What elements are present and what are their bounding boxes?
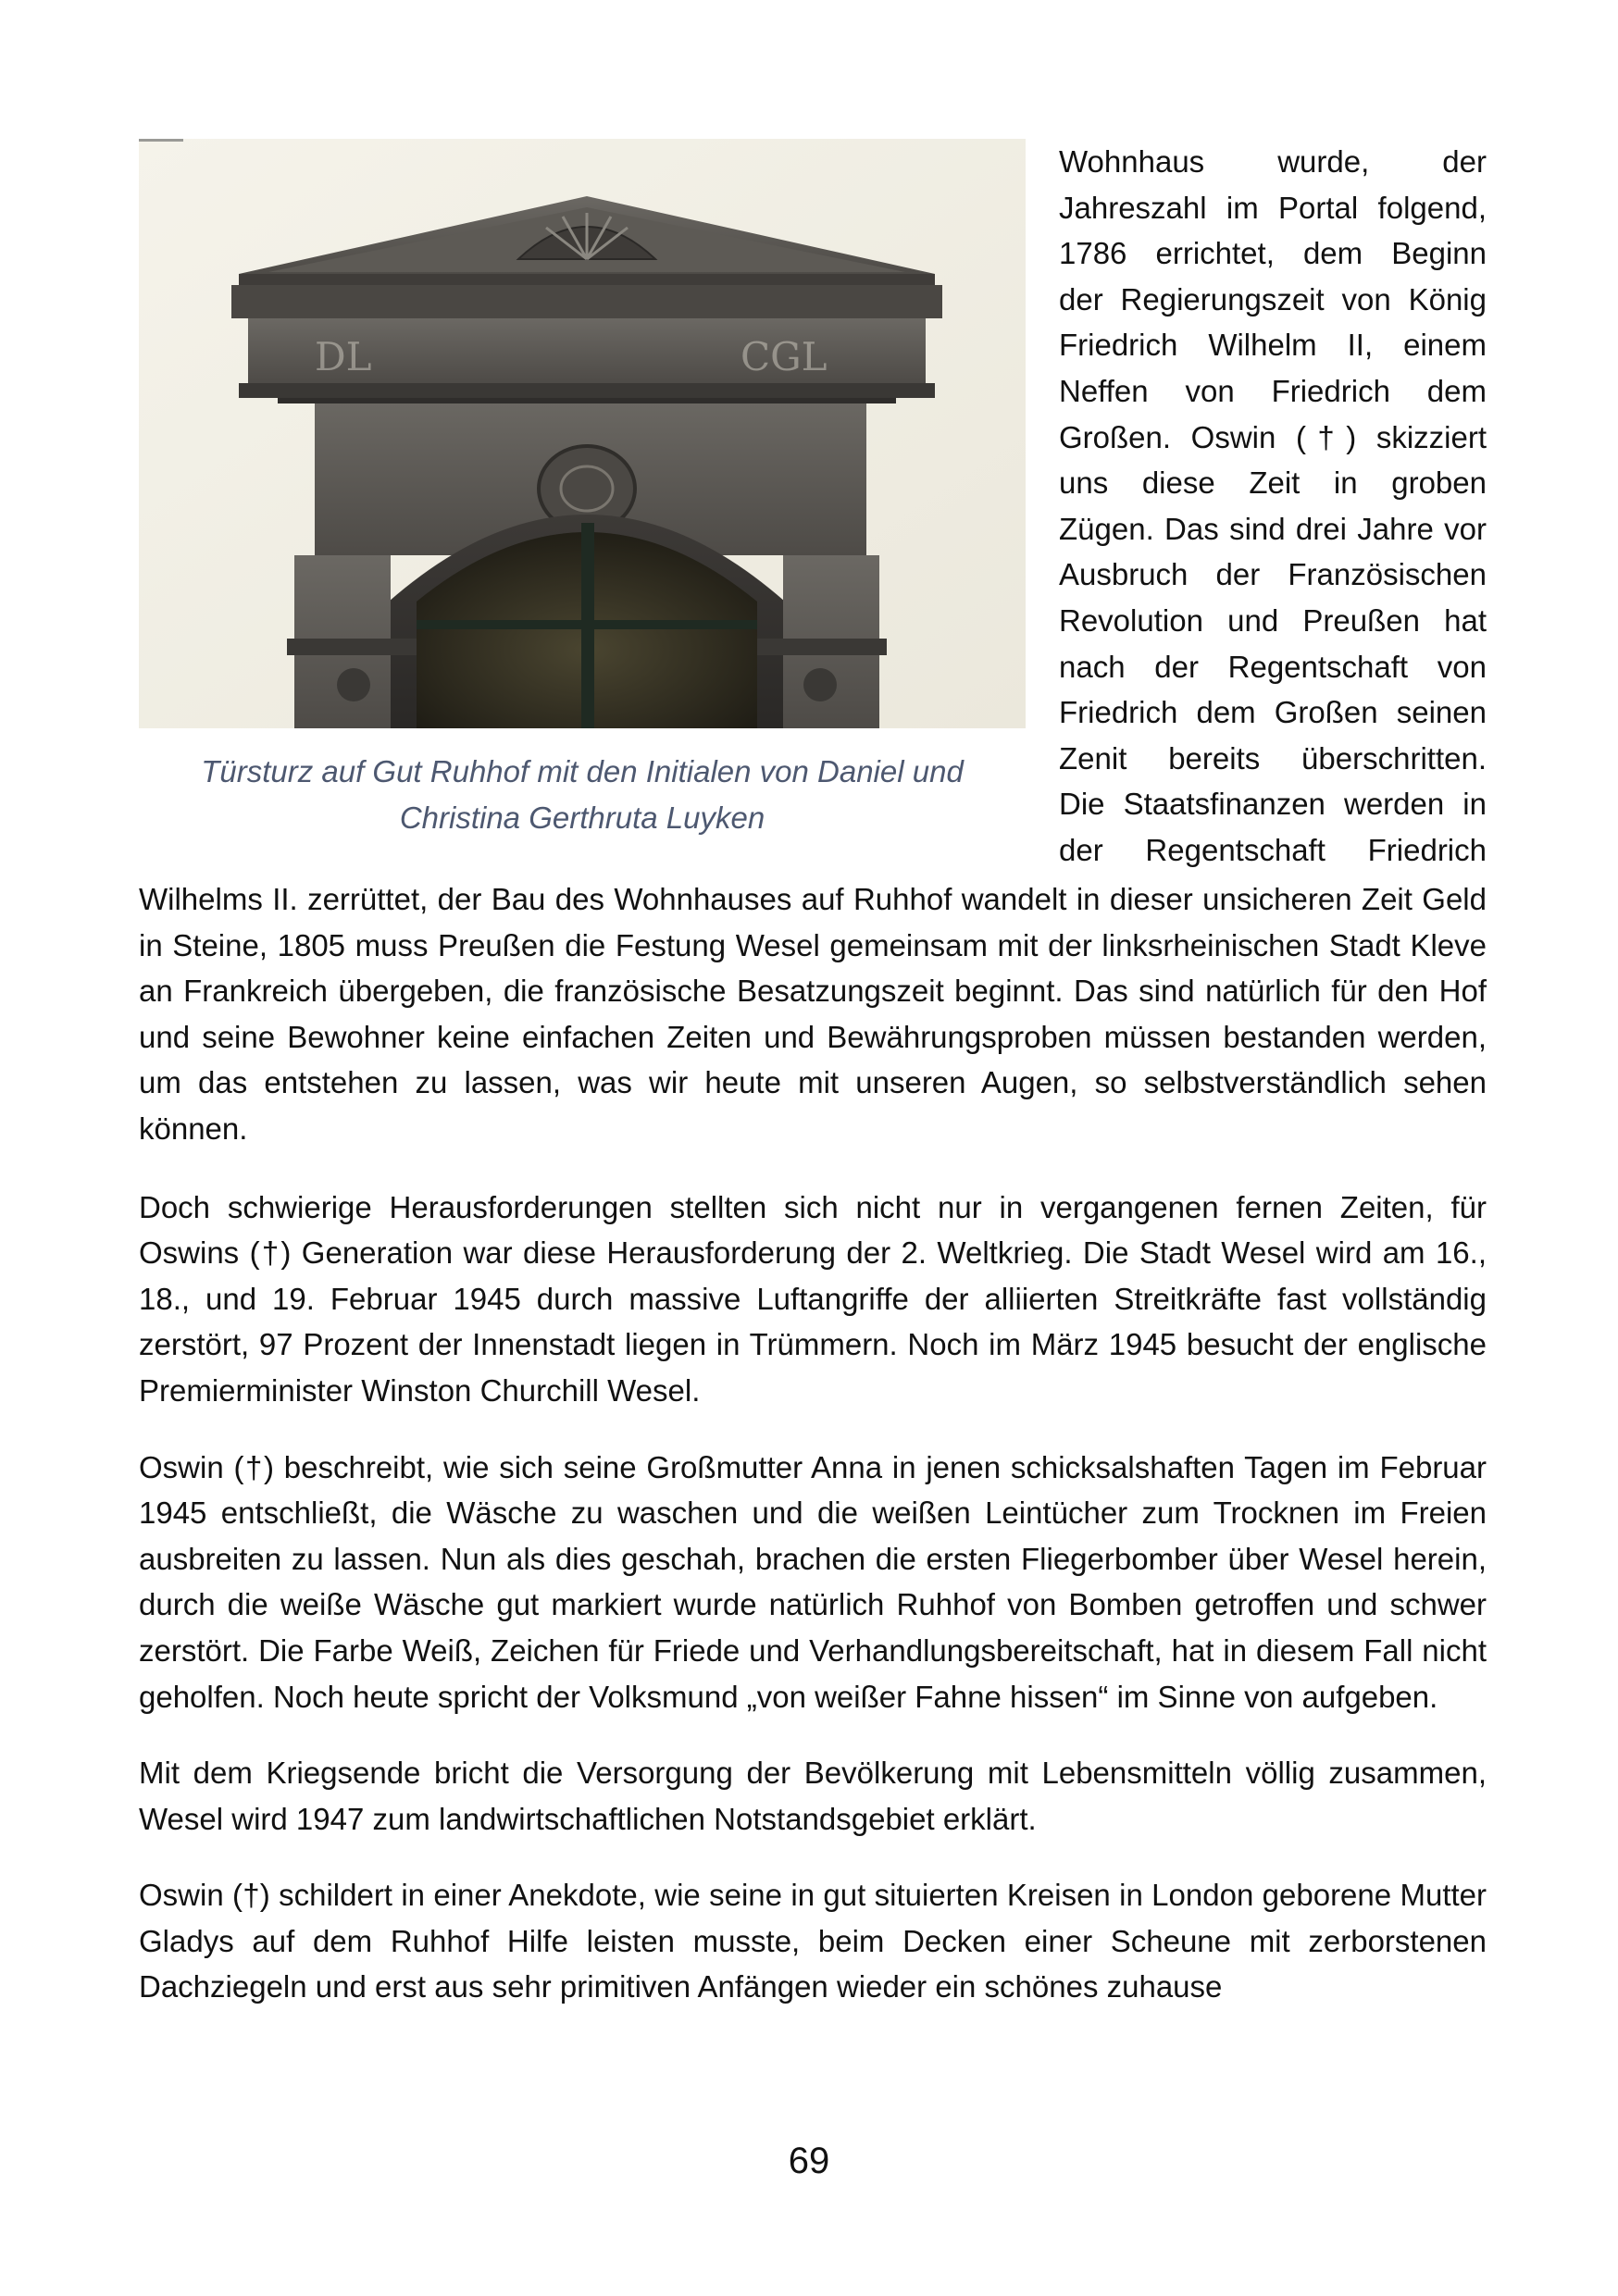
page-number: 69 [788, 2141, 830, 2181]
figure [139, 139, 1026, 841]
svg-text:CGL: CGL [741, 334, 828, 379]
side-text-line: Ausbruch der Französischen [1059, 557, 1487, 592]
side-text-line: Friedrich dem Großen seinen [1059, 695, 1487, 730]
paragraph: Wilhelms II. zerrüttet, der Bau des Wohnhauses auf Ruhhof wandelt in dieser unsicheren Zeit Geld in Steine, 1805 muss Preußen die Festung Wesel gemeinsam mit der linksrheinischen Stadt Kleve an Frankreich übergeben, die französische Besatzungszeit beginnt. Das sind natürlich für den Hof und seine Bewohner keine einfachen Zeiten und Bewährungsproben müssen bestanden werden, um das entstehen zu lassen, was wir heute mit unseren Augen, so selbstverständlich sehen können. [139, 882, 1487, 1146]
side-text-line: Zügen. Das sind drei Jahre vor [1059, 511, 1487, 546]
figure-caption [139, 749, 1026, 841]
paragraph: Mit dem Kriegsende bricht die Versorgung der Bevölkerung mit Lebensmitteln völlig zusammen, Wesel wird 1947 zum landwirtschaftlichen Notstandsgebiet erklärt. [139, 1756, 1487, 1836]
side-text-line: der Regierungszeit von König [1059, 281, 1487, 316]
door-lintel-photo [139, 139, 1026, 728]
paragraph: Oswin (†) beschreibt, wie sich seine Großmutter Anna in jenen schicksalshaften Tagen im Februar 1945 entschließt, die Wäsche zu waschen und die weißen Leintücher zum Trocknen im Freien ausbreiten zu lassen. Nun als dies geschah, brachen die ersten Fliegerbomber über Wesel herein, durch die weiße Wäsche gut markiert wurde natürlich Ruhhof von Bomben getroffen und schwer zerstört. Die Farbe Weiß, Zeichen für Friede und Verhandlungsbereitschaft, hat in diesem Fall nicht geholfen. Noch heute spricht der Volksmund „von weißer Fahne hissen“ im Sinne von aufgeben. [139, 1449, 1487, 1714]
side-text-line: uns diese Zeit in groben [1059, 465, 1487, 501]
body-text [139, 876, 1487, 2041]
paragraph: Doch schwierige Herausforderungen stellten sich nicht nur in vergangenen fernen Zeiten, für Oswins (†) Generation war diese Herausforderung der 2. Weltkrieg. Die Stadt Wesel wird am 16., 18., und 19. Februar 1945 durch massive Luftangriffe der alliierten Streitkräfte fast vollständig zerstört, 97 Prozent der Innenstadt liegen in Trümmern. Noch im März 1945 besucht der englische Premierminister Winston Churchill Wesel. [139, 1189, 1487, 1408]
caption-line-1: Türsturz auf Gut Ruhhof mit den Initialen von Daniel und [201, 754, 964, 788]
side-text-line: Großen. Oswin (†) skizziert [1059, 419, 1487, 454]
side-text-line: Friedrich Wilhelm II, einem [1059, 328, 1487, 363]
side-text-line: der Regentschaft Friedrich [1059, 832, 1487, 867]
paragraph: Oswin (†) schildert in einer Anekdote, wie seine in gut situierten Kreisen in London geborene Mutter Gladys auf dem Ruhhof Hilfe leisten musste, beim Decken einer Scheune mit zerborstenen Dachziegeln und erst aus sehr primitiven Anfängen wieder ein schönes zuhause [139, 1878, 1487, 2004]
side-text-line: Die Staatsfinanzen werden in [1059, 787, 1487, 822]
side-text-line: 1786 errichtet, dem Beginn [1059, 236, 1487, 271]
side-text-line: nach der Regentschaft von [1059, 649, 1487, 684]
side-text-line: Zenit bereits überschritten. [1059, 740, 1487, 776]
side-text-line: Revolution und Preußen hat [1059, 602, 1487, 638]
svg-text:DL: DL [315, 334, 372, 379]
caption-line-2: Christina Gerthruta Luyken [399, 800, 765, 835]
side-text-line: Neffen von Friedrich dem [1059, 373, 1487, 408]
wrapped-text-column [1059, 139, 1487, 874]
side-text-line: Wohnhaus wurde, der [1059, 144, 1487, 179]
side-text-line: Jahreszahl im Portal folgend, [1059, 190, 1487, 225]
